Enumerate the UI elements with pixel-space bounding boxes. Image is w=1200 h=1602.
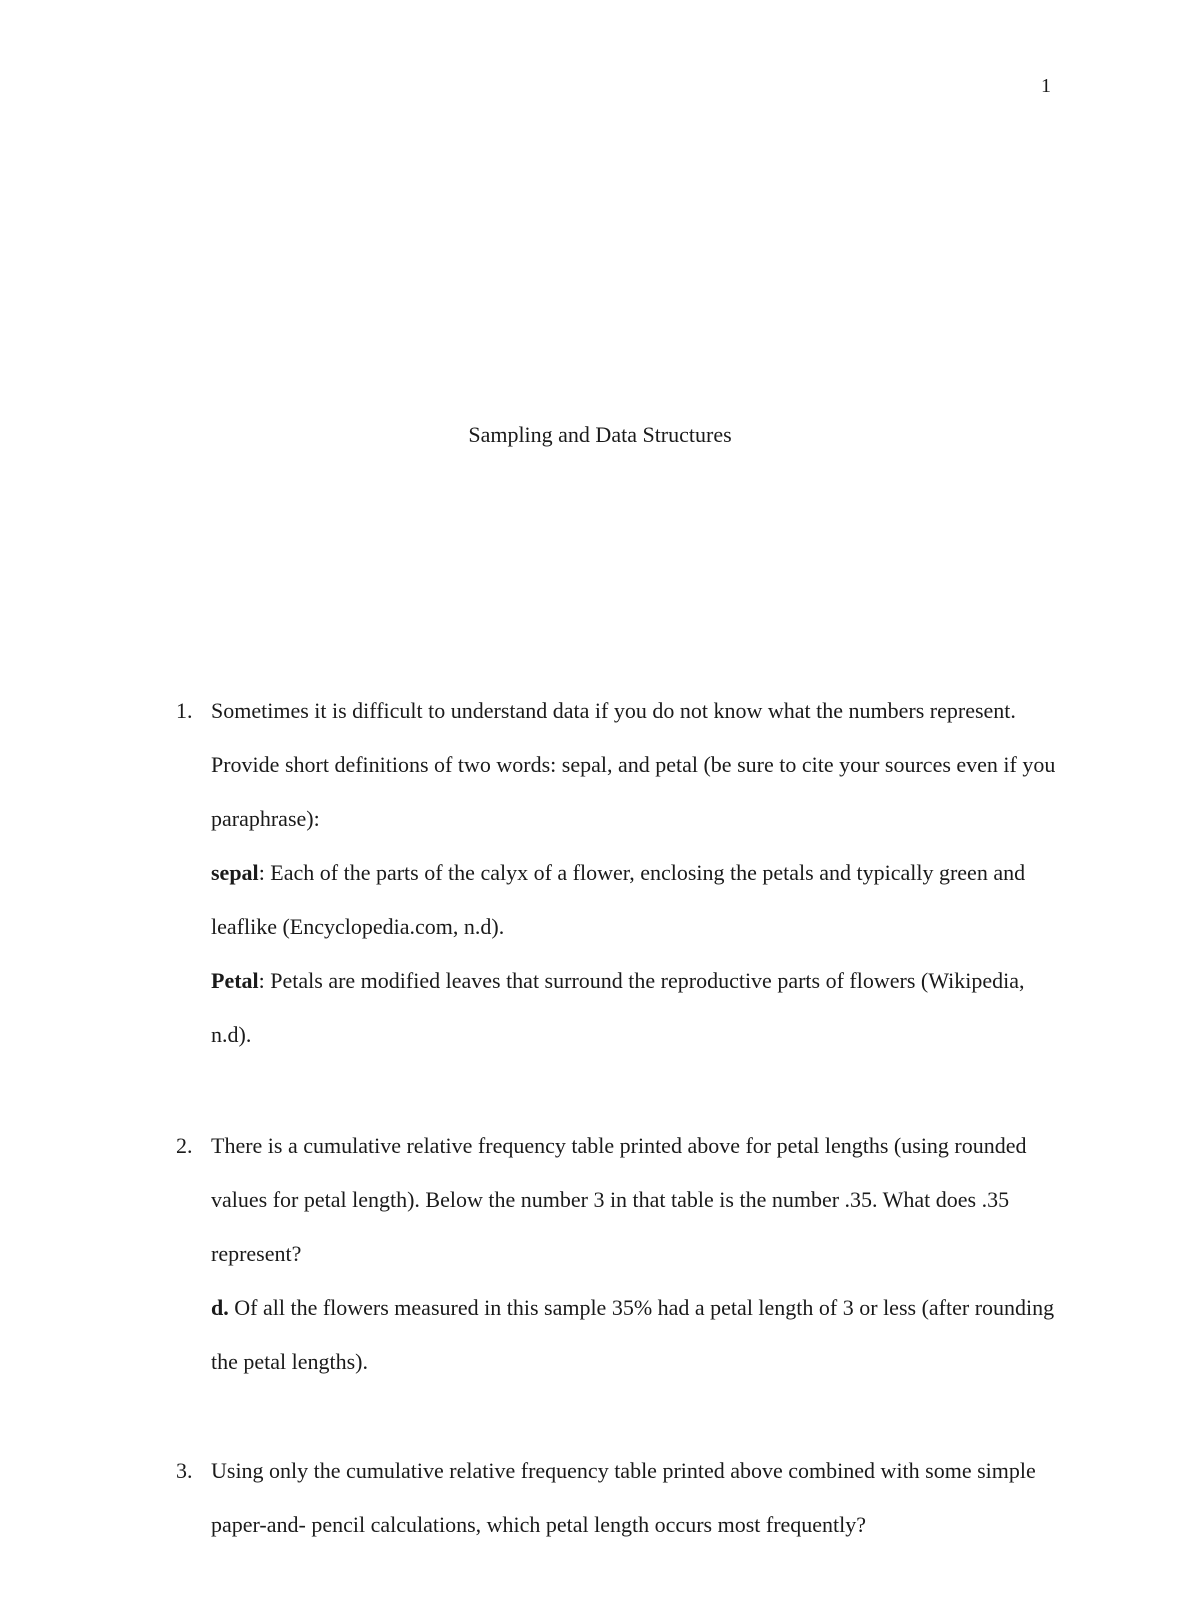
- question-number: 2.: [176, 1133, 193, 1158]
- answer-d: [211, 1281, 1061, 1389]
- page-number: 1: [1041, 75, 1051, 97]
- question-body: [211, 684, 1061, 1062]
- question-prompt: Sometimes it is difficult to understand data if you do not know what the numbers represent. Provide short definitions of two words: sepal, and petal (be sure to cite your sources even if you paraphrase):: [211, 698, 1056, 831]
- answer-term: Petal: [211, 968, 259, 993]
- answer-petal: [211, 954, 1061, 1062]
- answer-text: Of all the flowers measured in this sample 35% had a petal length of 3 or less (after rounding the petal lengths).: [211, 1295, 1055, 1374]
- answer-term: d.: [211, 1295, 229, 1320]
- question-number: 1.: [176, 698, 193, 723]
- answer-sepal: [211, 846, 1061, 954]
- question-prompt: Using only the cumulative relative frequency table printed above combined with some simple paper-and- pencil calculations, which petal length occurs most frequently?: [211, 1458, 1036, 1537]
- answer-text: : Each of the parts of the calyx of a flower, enclosing the petals and typically green and leaflike (Encyclopedia.com, n.d).: [211, 860, 1026, 939]
- answer-term: sepal: [211, 860, 259, 885]
- question-number: 3.: [176, 1458, 193, 1483]
- question-body: [211, 1444, 1061, 1552]
- question-body: [211, 1119, 1061, 1389]
- answer-text: : Petals are modified leaves that surround the reproductive parts of flowers (Wikipedia, n.d).: [211, 968, 1025, 1047]
- document-title: Sampling and Data Structures: [468, 422, 732, 447]
- question-prompt: There is a cumulative relative frequency table printed above for petal lengths (using rounded values for petal length). Below the number 3 in that table is the number .35. What does .35 represent?: [211, 1133, 1027, 1266]
